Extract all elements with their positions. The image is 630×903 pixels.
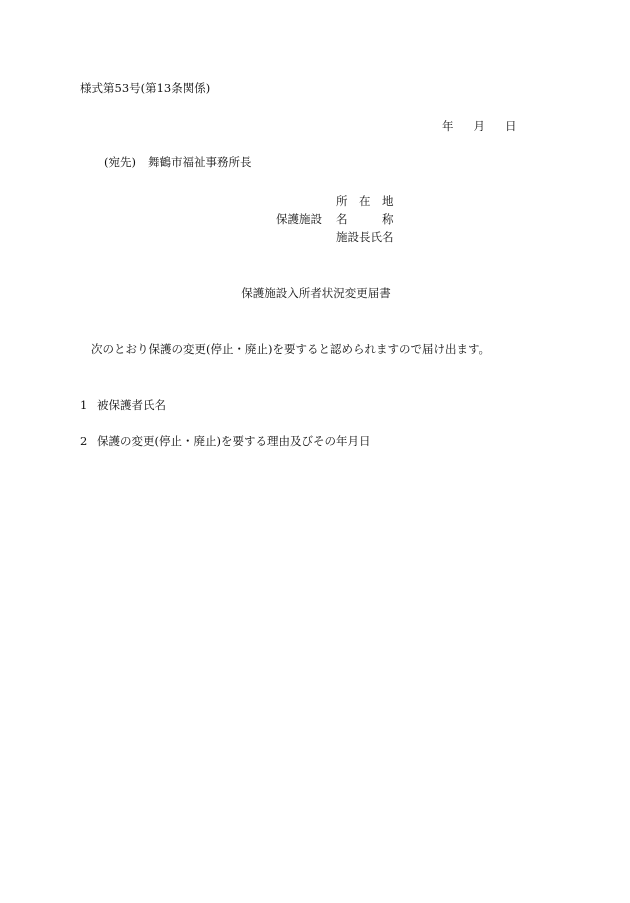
- date-month-label: 月: [473, 119, 485, 133]
- item-text: 保護の変更(停止・廃止)を要する理由及びその年月日: [97, 434, 371, 448]
- item-number: 1: [80, 398, 88, 412]
- facility-head-field: 施設長氏名: [336, 230, 394, 244]
- item-text: 被保護者氏名: [97, 398, 166, 412]
- addressee-name: 舞鶴市福祉事務所長: [147, 155, 252, 169]
- item-number: 2: [80, 434, 88, 448]
- facility-name-field: 名 称: [336, 212, 394, 226]
- document-title: [0, 288, 630, 300]
- form-number: 様式第53号(第13条関係): [80, 81, 211, 95]
- facility-fields: [336, 196, 394, 250]
- document-title-text: 保護施設入所者状況変更届書: [241, 286, 391, 300]
- date-day-label: 日: [505, 119, 517, 133]
- body-text: 次のとおり保護の変更(停止・廃止)を要すると認められますので届け出ます。: [91, 342, 491, 356]
- list-item: [80, 436, 370, 448]
- date-line: [442, 121, 517, 133]
- list-item: [80, 400, 166, 412]
- addressee-prefix: (宛先): [104, 155, 136, 169]
- facility-location-field: 所 在 地: [336, 194, 394, 208]
- facility-group-label: 保護施設: [276, 212, 322, 226]
- addressee: [104, 157, 251, 169]
- date-year-label: 年: [442, 119, 454, 133]
